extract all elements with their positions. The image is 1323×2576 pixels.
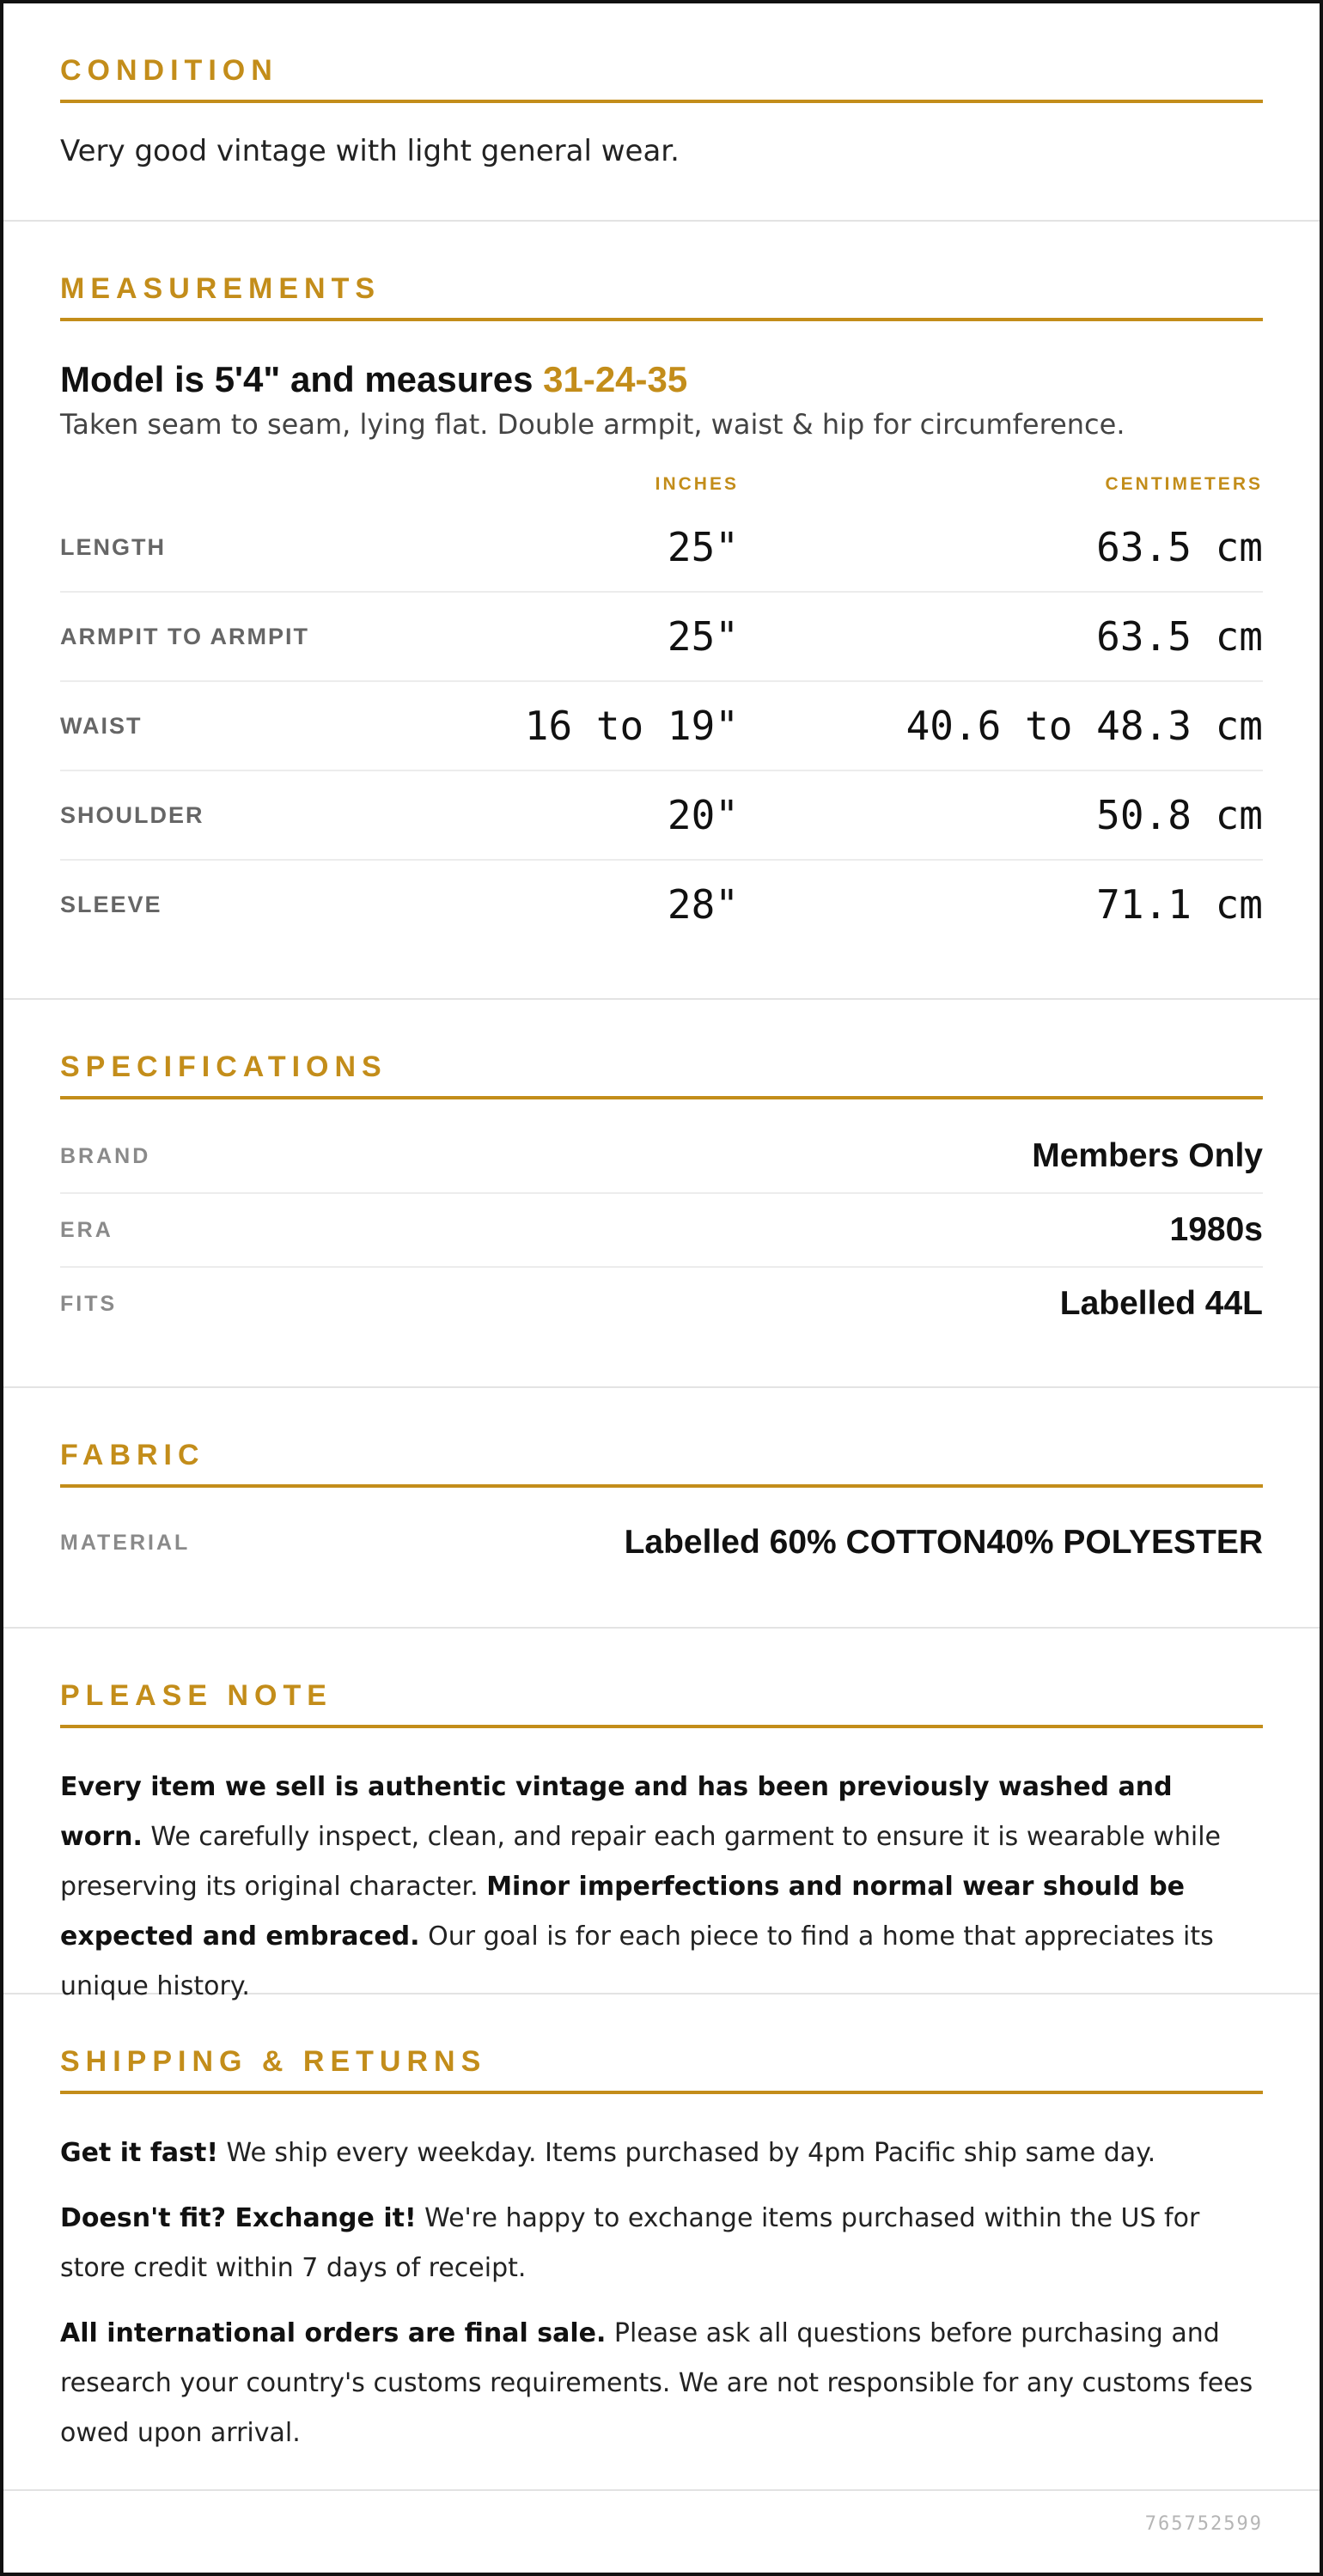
condition-section — [3, 3, 1320, 222]
measurement-cm: 63.5 cm — [1096, 613, 1263, 660]
list-item — [60, 1268, 1263, 1340]
shipping-returns-section — [3, 1994, 1320, 2491]
note-text-inspect: We carefully inspect, clean, and repair each garment to ensure it is wearable while preserving its original character. — [60, 1822, 1221, 1902]
model-measures-value: 31-24-35 — [543, 359, 688, 399]
spec-label-brand: BRAND — [60, 1143, 151, 1168]
shipping-policy-list — [60, 2128, 1263, 2458]
measurement-cm: 50.8 cm — [1096, 792, 1263, 838]
model-measures — [60, 357, 1263, 402]
table-row — [60, 503, 1263, 593]
column-header-centimeters: CENTIMETERS — [1105, 474, 1263, 494]
international-text: Please ask all questions before purchasing and research your country's customs requirements. We are not responsible for any customs fees owed upon arrival. — [60, 2318, 1253, 2448]
measurements-title: MEASUREMENTS — [60, 271, 1263, 321]
list-item — [60, 1120, 1263, 1194]
measurements-table — [60, 466, 1263, 948]
table-row — [60, 682, 1263, 771]
exchange-bold: Doesn't fit? Exchange it! — [60, 2203, 417, 2233]
spec-value-brand: Members Only — [1032, 1137, 1263, 1174]
note-text-goal: Our goal is for each piece to find a home that appreciates its unique history. — [60, 1921, 1214, 2001]
table-row — [60, 861, 1263, 948]
measurement-cm: 63.5 cm — [1096, 524, 1263, 570]
list-item — [60, 1194, 1263, 1268]
please-note-section — [3, 1629, 1320, 2001]
fabric-section — [3, 1388, 1320, 1629]
shipping-returns-title: SHIPPING & RETURNS — [60, 2044, 1263, 2094]
exchange-text: We're happy to exchange items purchased within the US for store credit within 7 days of receipt. — [60, 2203, 1200, 2283]
note-bold-imperfections: Minor imperfections and normal wear should be expected and embraced. — [60, 1872, 1186, 1952]
measurement-inches: 16 to 19" — [524, 703, 739, 749]
fabric-label-material: MATERIAL — [60, 1530, 191, 1555]
fabric-value-material: Labelled 60% COTTON40% POLYESTER — [624, 1524, 1263, 1561]
measurement-label: ARMPIT TO ARMPIT — [60, 623, 309, 649]
measurement-label: SHOULDER — [60, 801, 204, 828]
measurement-inches: 25" — [667, 613, 739, 660]
measurement-cm: 40.6 to 48.3 cm — [905, 703, 1263, 749]
measurement-note: Taken seam to seam, lying flat. Double armpit, waist & hip for circumference. — [60, 408, 1125, 441]
note-bold-authentic: Every item we sell is authentic vintage and has been previously washed and worn. — [60, 1772, 1173, 1852]
please-note-title: PLEASE NOTE — [60, 1678, 1263, 1728]
table-row — [60, 771, 1263, 861]
shipping-text: We ship every weekday. Items purchased by 4pm Pacific ship same day. — [218, 2138, 1156, 2168]
fabric-list — [60, 1507, 1263, 1579]
spec-value-fits: Labelled 44L — [1059, 1285, 1263, 1322]
measurement-inches: 28" — [667, 881, 739, 928]
condition-title: CONDITION — [60, 53, 1263, 103]
please-note-text — [60, 1763, 1263, 2012]
spec-label-era: ERA — [60, 1217, 113, 1242]
specifications-list — [60, 1120, 1263, 1340]
spec-value-era: 1980s — [1169, 1211, 1263, 1248]
measurement-label: SLEEVE — [60, 891, 162, 917]
condition-text: Very good vintage with light general wear. — [60, 134, 680, 168]
measurement-label: LENGTH — [60, 533, 166, 560]
measurement-inches: 20" — [667, 792, 739, 838]
measurement-inches: 25" — [667, 524, 739, 570]
measurements-table-header — [60, 466, 1263, 503]
shipping-paragraph — [60, 2128, 1263, 2178]
table-row — [60, 593, 1263, 682]
list-item — [60, 1507, 1263, 1579]
measurement-cm: 71.1 cm — [1096, 881, 1263, 928]
model-measures-prefix: Model is 5'4" and measures — [60, 359, 544, 399]
spec-label-fits: FITS — [60, 1291, 118, 1316]
fabric-title: FABRIC — [60, 1438, 1263, 1488]
measurement-label: WAIST — [60, 712, 143, 739]
international-paragraph — [60, 2309, 1263, 2458]
international-bold: All international orders are final sale. — [60, 2318, 607, 2348]
specifications-section — [3, 1000, 1320, 1388]
shipping-bold: Get it fast! — [60, 2138, 218, 2168]
exchange-paragraph — [60, 2194, 1263, 2293]
column-header-inches: INCHES — [655, 474, 739, 494]
specifications-title: SPECIFICATIONS — [60, 1050, 1263, 1099]
measurements-section — [3, 222, 1320, 1000]
product-id: 765752599 — [1144, 2513, 1263, 2535]
